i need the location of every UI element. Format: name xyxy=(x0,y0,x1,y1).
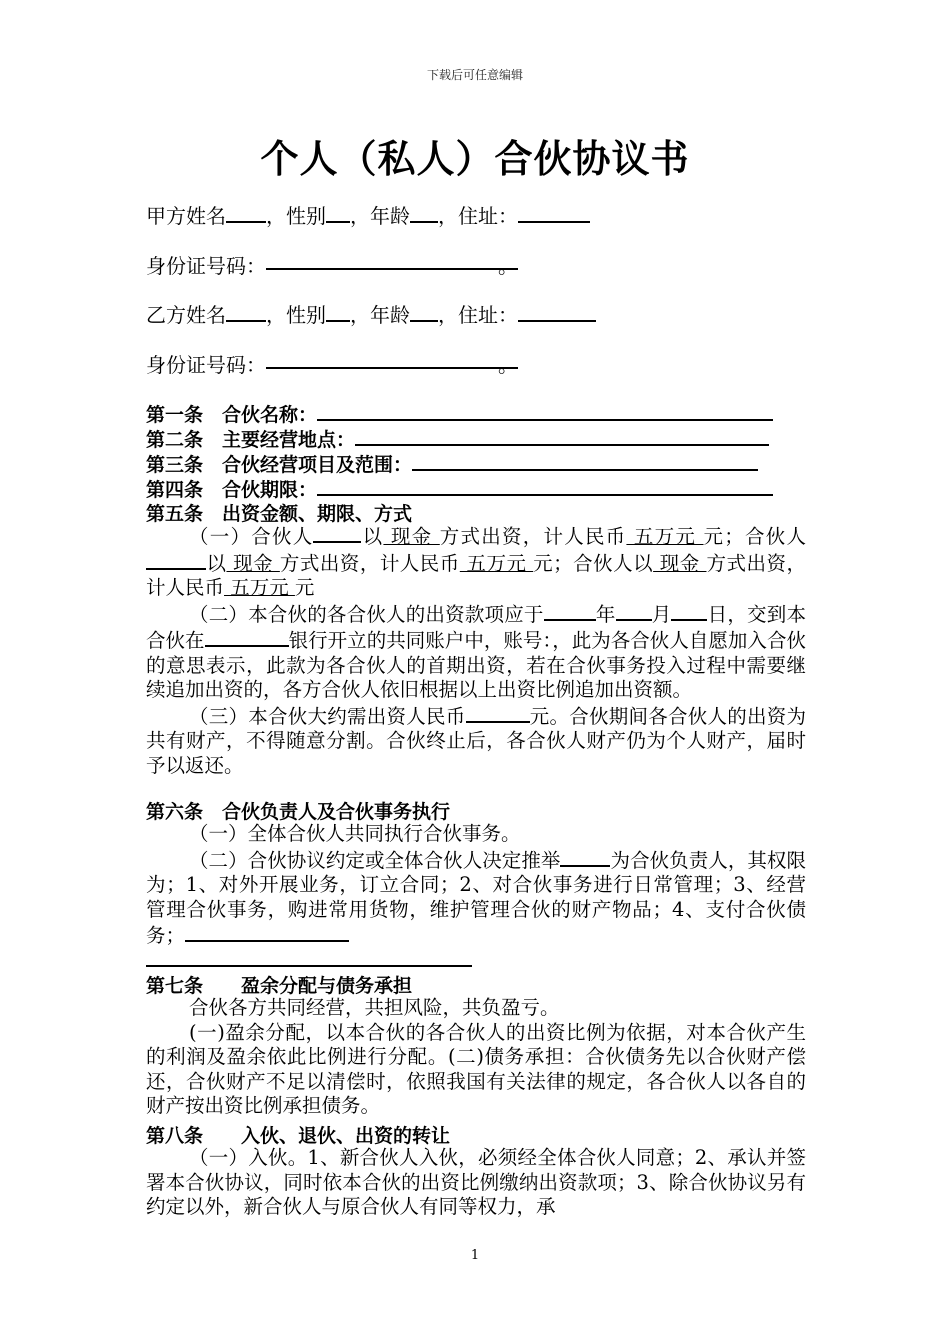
bank-blank[interactable] xyxy=(205,627,289,647)
party-a-age-label: ，年龄 xyxy=(350,204,410,228)
partner-2-blank[interactable] xyxy=(146,550,206,570)
amount-2: 五万元 xyxy=(459,551,534,575)
cash-2: 现金 xyxy=(226,551,280,575)
article-7-para-1: 合伙各方共同经营，共担风险，共负盈亏。 xyxy=(189,996,560,1019)
page-number: 1 xyxy=(470,1248,480,1263)
party-a-id-blank[interactable] xyxy=(266,250,518,278)
article-6-para-1: （一）全体合伙人共同执行合伙事务。 xyxy=(189,822,521,845)
a5-p1-c: 方式出资，计人民币 xyxy=(439,525,627,548)
article-1-blank[interactable] xyxy=(317,401,773,421)
a5-p2-d: 日，交到本合伙在 xyxy=(146,602,806,652)
article-7-body xyxy=(146,996,806,1119)
party-b-gender-blank[interactable] xyxy=(326,302,350,322)
party-a-id-line xyxy=(146,250,518,279)
a5-p3-b: 元。合伙期间各合伙人的出资为共有财产，不得随意分割。合伙终止后，各合伙人财产仍为个人财产，届时予以返还。 xyxy=(146,704,806,777)
party-b-id-line xyxy=(146,349,518,378)
article-8-body xyxy=(146,1146,806,1220)
party-a-info-line xyxy=(146,200,590,229)
article-4-blank[interactable] xyxy=(317,476,773,496)
a5-p2-b: 年 xyxy=(595,602,616,626)
article-8-para-1: （一）入伙。1、新合伙人入伙，必须经全体合伙人同意；2、承认并签署本合伙协议，同时依本合伙的出资比例缴纳出资款项；3、除合伙协议另有约定以外，新合伙人与原合伙人有同等权力，承 xyxy=(146,1146,806,1218)
party-b-age-blank[interactable] xyxy=(410,302,438,322)
duties-blank-1[interactable] xyxy=(185,922,349,942)
party-a-id-end: 。 xyxy=(498,254,518,278)
a5-p1-f: 方式出资，计人民币 xyxy=(279,551,460,575)
a5-p1-a: （一）合伙人 xyxy=(189,525,314,548)
a5-p2-e: 银行开立的共同账户中，账号：，此为各合伙人自愿加入合伙的意思表示，此款为各合伙人的首期出资，若在合伙事务投入过程中需要继续追加出资的，各方合伙人依旧根据以上出资比例追加出资额。 xyxy=(146,629,806,701)
article-3 xyxy=(146,450,758,477)
total-amount-blank[interactable] xyxy=(466,703,530,723)
amount-1: 五万元 xyxy=(626,525,704,548)
amount-3: 五万元 xyxy=(224,576,295,599)
article-1 xyxy=(146,400,773,427)
party-a-id-label: 身份证号码： xyxy=(146,254,266,278)
party-a-name-label: 甲方姓名 xyxy=(146,204,226,228)
month-blank[interactable] xyxy=(616,601,652,621)
party-b-info-line xyxy=(146,299,596,328)
a5-p1-b: 以 xyxy=(361,525,384,548)
party-b-address-blank[interactable] xyxy=(518,302,596,322)
a5-p1-d: 元；合伙人 xyxy=(703,525,806,548)
party-a-gender-blank[interactable] xyxy=(326,203,350,223)
article-5-para-1 xyxy=(146,523,806,601)
article-8-heading: 第八条 入伙、退伙、出资的转让 xyxy=(146,1125,451,1147)
partner-1-blank[interactable] xyxy=(313,523,361,543)
article-4 xyxy=(146,475,773,502)
document-title: 个人（私人）合伙协议书 xyxy=(260,137,690,181)
party-a-age-blank[interactable] xyxy=(410,203,438,223)
article-5-body xyxy=(146,523,806,778)
cash-3: 现金 xyxy=(653,551,707,575)
article-3-label: 第三条 合伙经营项目及范围： xyxy=(146,454,413,476)
article-7-para-2: (一)盈余分配，以本合伙的各合伙人的出资比例为依据，对本合伙产生的利润及盈余依此比例进行分配。(二)债务承担：合伙债务先以合伙财产偿还，合伙财产不足以清偿时，依照我国有关法律的规定，各合伙人以各自的财产按出资比例承担债务。 xyxy=(146,1020,806,1117)
party-b-name-blank[interactable] xyxy=(226,302,266,322)
a5-p2-c: 月 xyxy=(651,602,672,626)
party-a-address-blank[interactable] xyxy=(518,203,590,223)
party-b-address-label: ，住址： xyxy=(438,303,518,327)
article-6-para-2 xyxy=(146,847,806,949)
a5-p1-i: 元 xyxy=(294,576,315,599)
article-5-heading: 第五条 出资金额、期限、方式 xyxy=(146,503,413,525)
party-b-age-label: ，年龄 xyxy=(350,303,410,327)
article-7-heading: 第七条 盈余分配与债务承担 xyxy=(146,975,413,997)
article-6-heading: 第六条 合伙负责人及合伙事务执行 xyxy=(146,801,451,823)
party-a-address-label: ，住址： xyxy=(438,204,518,228)
article-6-body xyxy=(146,822,806,949)
party-a-gender-label: ，性别 xyxy=(266,204,326,228)
year-blank[interactable] xyxy=(544,601,596,621)
party-b-id-label: 身份证号码： xyxy=(146,353,266,377)
party-a-name-blank[interactable] xyxy=(226,203,266,223)
a5-p1-h: 方式出资，计人民币 xyxy=(146,551,806,599)
a6-p2-b: 为合伙负责人，其权限为；1、对外开展业务，订立合同；2、对合伙事务进行日常管理；3、经营管理合伙事务，购进常用货物，维护管理合伙的财产物品；4、支付合伙债务； xyxy=(146,848,806,947)
party-b-gender-label: ，性别 xyxy=(266,303,326,327)
a5-p1-g: 元；合伙人以 xyxy=(533,551,654,575)
article-5-para-3 xyxy=(146,703,806,779)
a5-p2-a: （二）本合伙的各合伙人的出资款项应于 xyxy=(189,602,544,626)
article-2-label: 第二条 主要经营地点： xyxy=(146,429,356,451)
a5-p3-a: （三）本合伙大约需出资人民币 xyxy=(189,704,466,728)
a6-p2-a: （二）合伙协议约定或全体合伙人决定推举 xyxy=(189,848,561,872)
article-3-blank[interactable] xyxy=(412,451,758,471)
cash-1: 现金 xyxy=(383,525,440,548)
article-5-para-2 xyxy=(146,601,806,703)
party-b-id-end: 。 xyxy=(498,353,518,377)
article-1-label: 第一条 合伙名称： xyxy=(146,404,318,426)
article-4-label: 第四条 合伙期限： xyxy=(146,479,318,501)
party-b-name-label: 乙方姓名 xyxy=(146,303,226,327)
header-note: 下载后可任意编辑 xyxy=(426,68,523,82)
article-2-blank[interactable] xyxy=(355,426,769,446)
duties-blank-2[interactable] xyxy=(146,965,472,967)
a5-p1-e: 以 xyxy=(206,551,227,575)
day-blank[interactable] xyxy=(671,601,707,621)
article-2 xyxy=(146,425,769,452)
leader-blank[interactable] xyxy=(560,847,610,867)
party-b-id-blank[interactable] xyxy=(266,349,518,377)
